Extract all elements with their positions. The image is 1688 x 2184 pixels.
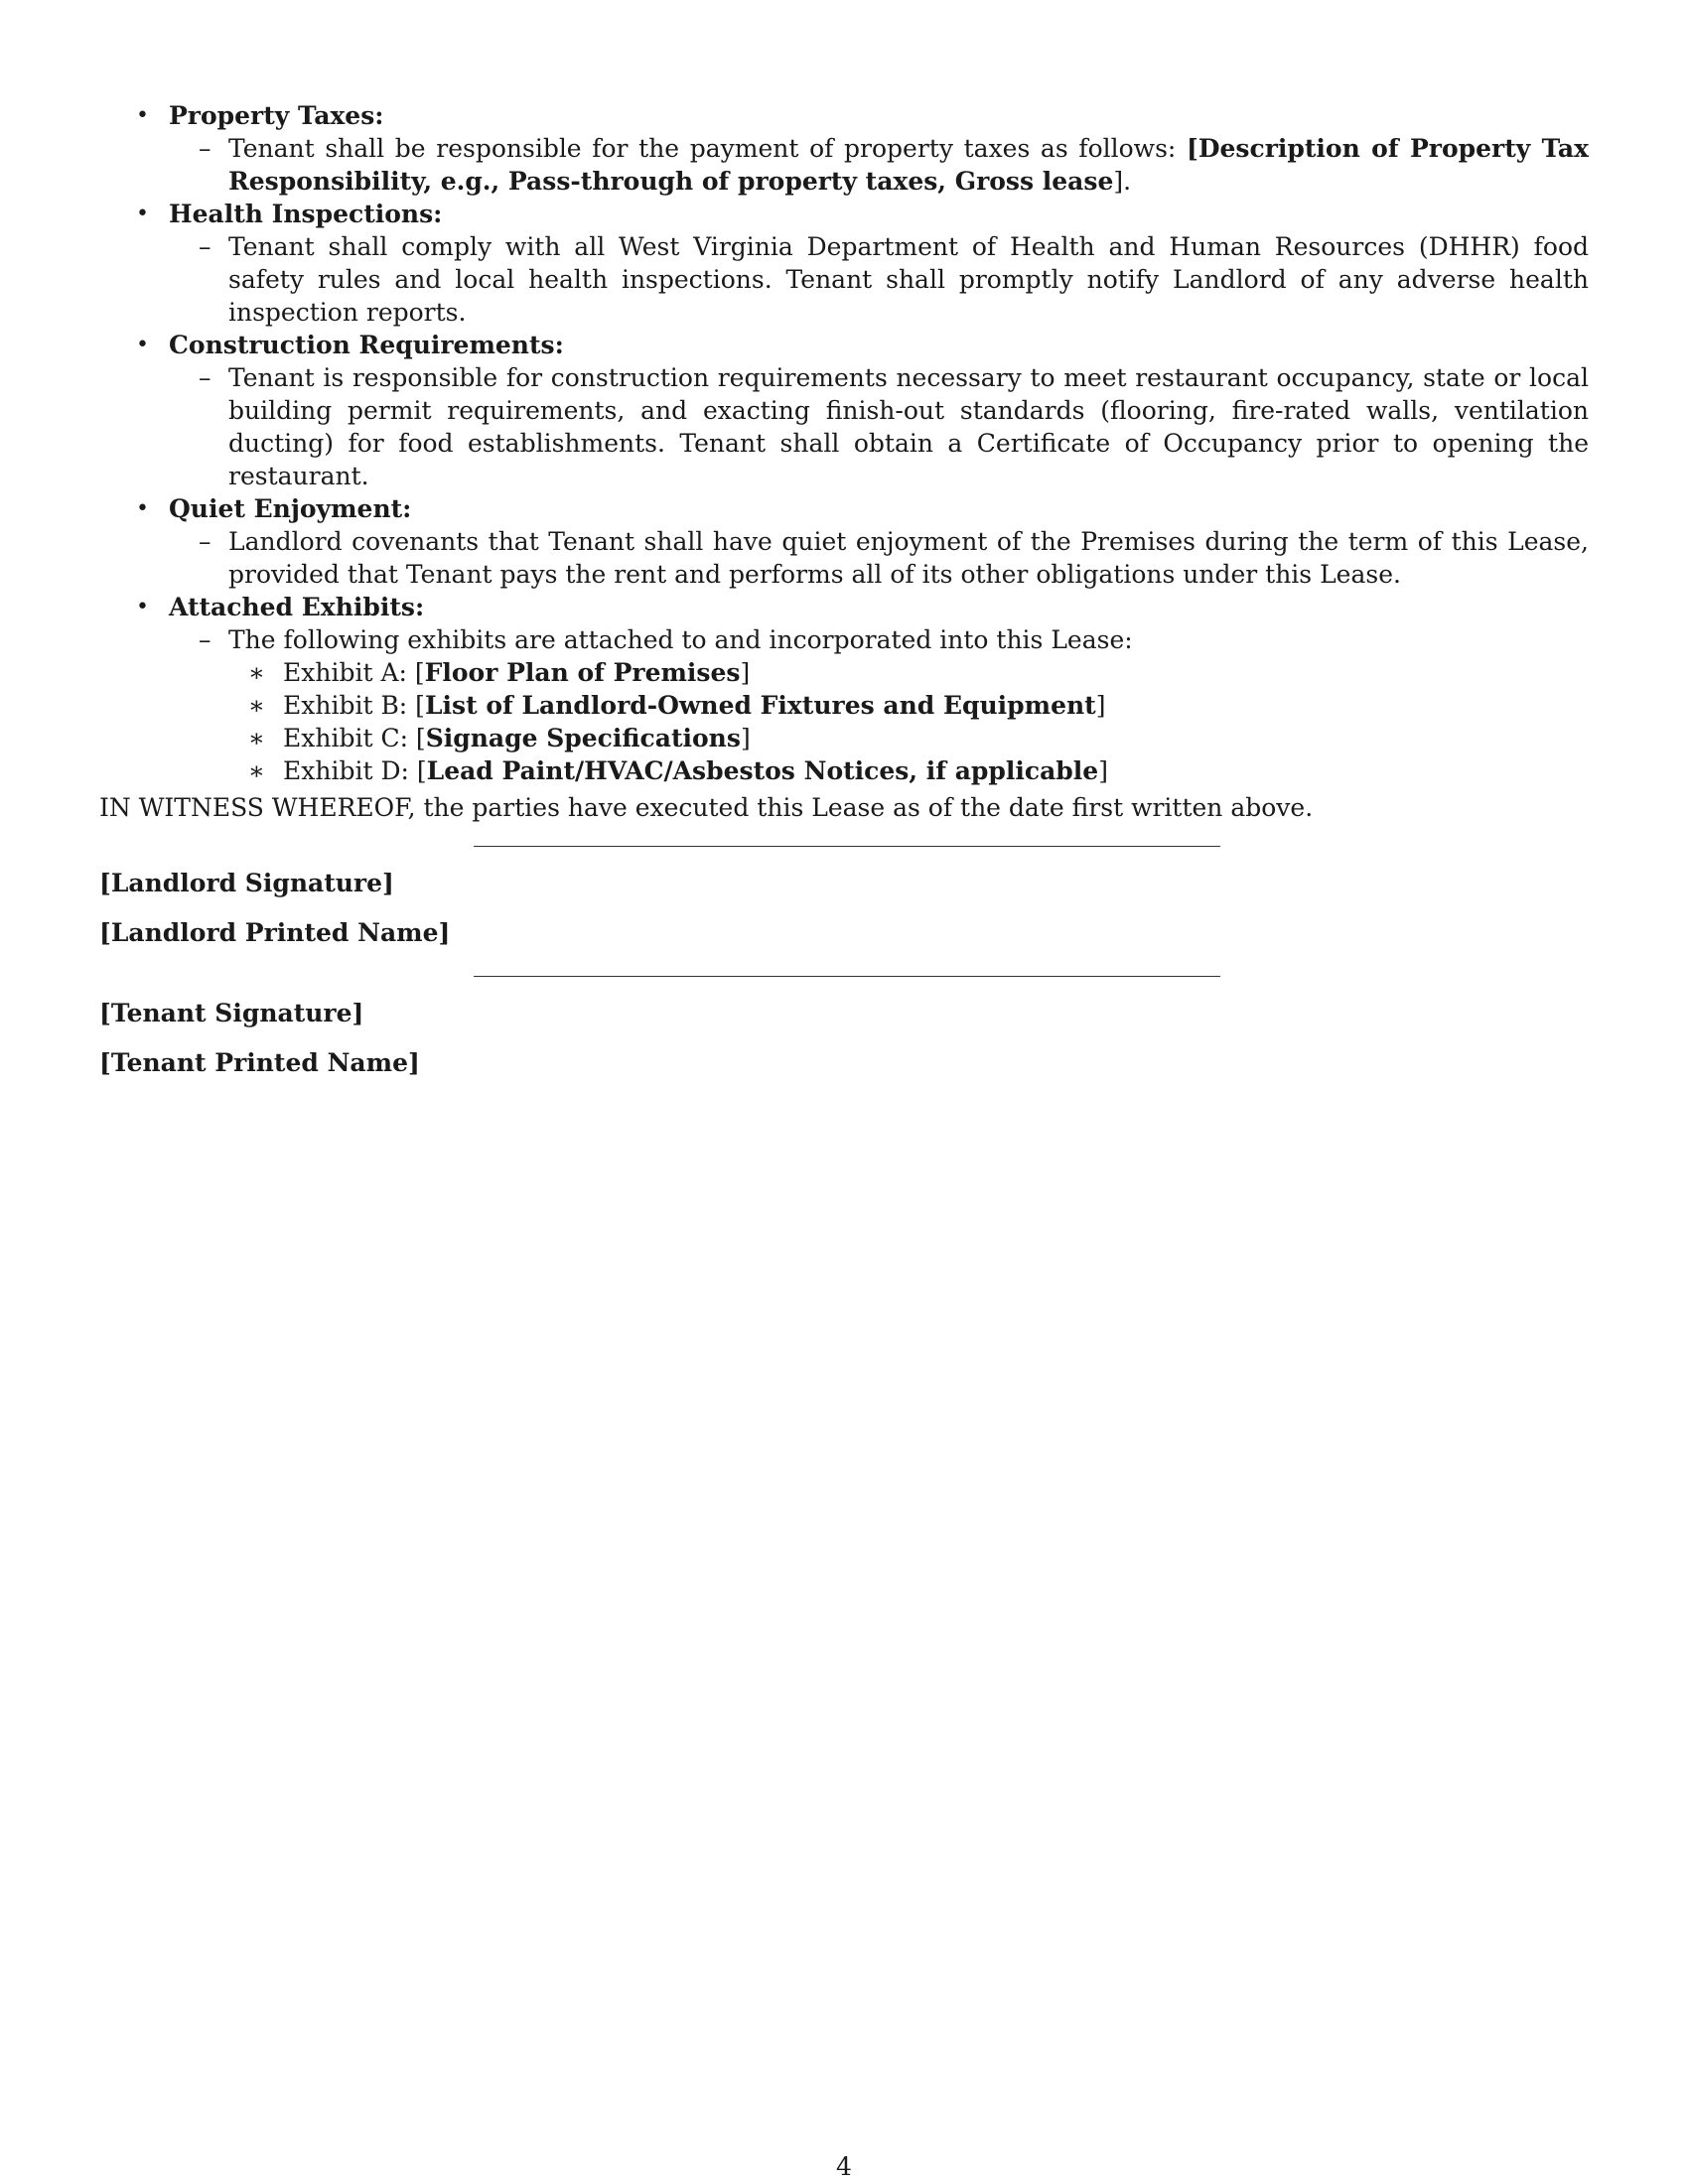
exhibit-item (228, 689, 1589, 722)
exhibit-item (228, 722, 1589, 754)
exhibit-suffix: ] (740, 658, 751, 687)
landlord-signature-label: [Landlord Signature] (99, 869, 394, 897)
exhibit-prefix: Exhibit D: [ (283, 756, 427, 785)
bullet-glyph: • (136, 333, 149, 357)
document-body (99, 99, 1589, 1079)
item-text: Tenant shall comply with all West Virginia Department of Health and Human Resources (DHHR) food safety rules and local health inspections. Tenant shall promptly notify Landlord of any adverse health inspection reports. (228, 232, 1589, 327)
section-list (99, 99, 1589, 787)
section-item (169, 230, 1589, 329)
bullet-glyph: • (136, 595, 149, 619)
section-heading: Health Inspections: (169, 200, 443, 228)
star-glyph: ∗ (248, 756, 265, 785)
section-heading: Quiet Enjoyment: (169, 494, 412, 523)
section-attached-exhibits (99, 591, 1589, 787)
exhibit-suffix: ] (1095, 691, 1106, 720)
exhibit-title: Floor Plan of Premises (424, 658, 741, 687)
item-text: Tenant shall be responsible for the payment of property taxes as follows: (228, 134, 1187, 163)
exhibit-suffix: ] (740, 724, 751, 752)
tenant-signature-block (99, 976, 1589, 1079)
exhibit-item (228, 656, 1589, 689)
dash-glyph: – (199, 232, 211, 261)
section-item (169, 361, 1589, 492)
exhibit-title: Signage Specifications (425, 724, 741, 752)
item-text: Tenant is responsible for construction requirements necessary to meet restaurant occupancy, state or local building permit requirements, and exacting finish-out standards (flooring, fire-rated walls, ventilation ducting) for food establishments. Tenant shall obtain a Certificate of Occupancy prior to opening the restaurant. (228, 363, 1589, 490)
star-glyph: ∗ (248, 691, 265, 720)
bracket-close: ]. (1113, 167, 1132, 196)
exhibit-prefix: Exhibit A: [ (283, 658, 425, 687)
exhibit-prefix: Exhibit B: [ (283, 691, 425, 720)
exhibit-prefix: Exhibit C: [ (283, 724, 426, 752)
tenant-signature-label: [Tenant Signature] (99, 999, 364, 1027)
dash-glyph: – (199, 625, 211, 654)
dash-glyph: – (199, 363, 211, 392)
bullet-glyph: • (136, 103, 149, 128)
section-property-taxes (99, 99, 1589, 198)
item-text: The following exhibits are attached to and incorporated into this Lease: (228, 625, 1133, 654)
dash-glyph: – (199, 527, 211, 556)
witness-clause: IN WITNESS WHEREOF, the parties have executed this Lease as of the date first written above. (99, 793, 1314, 822)
tenant-printed-name-label: [Tenant Printed Name] (99, 1048, 420, 1077)
section-construction-requirements (99, 329, 1589, 492)
exhibit-item (228, 754, 1589, 787)
section-item (169, 132, 1589, 198)
section-heading: Construction Requirements: (169, 331, 564, 359)
landlord-signature-block (99, 846, 1589, 949)
landlord-printed-name-label: [Landlord Printed Name] (99, 918, 451, 947)
exhibit-suffix: ] (1098, 756, 1108, 785)
star-glyph: ∗ (248, 658, 265, 687)
section-heading: Property Taxes: (169, 101, 384, 130)
page-number: 4 (836, 2152, 852, 2181)
section-item (169, 623, 1589, 787)
section-item (169, 525, 1589, 591)
star-glyph: ∗ (248, 724, 265, 752)
dash-glyph: – (199, 134, 211, 163)
section-health-inspections (99, 198, 1589, 329)
bullet-glyph: • (136, 202, 149, 226)
bullet-glyph: • (136, 496, 149, 521)
item-text: Landlord covenants that Tenant shall have quiet enjoyment of the Premises during the term of this Lease, provided that Tenant pays the rent and performs all of its other obligations under this Lease. (228, 527, 1589, 589)
exhibit-title: Lead Paint/HVAC/Asbestos Notices, if applicable (426, 756, 1099, 785)
placeholder-text: Description of Property Tax Responsibility, e.g., Pass-through of property taxes, Gross lease (228, 134, 1589, 196)
section-quiet-enjoyment (99, 492, 1589, 591)
bracket-open: [ (1186, 134, 1198, 163)
section-heading: Attached Exhibits: (169, 593, 425, 621)
exhibit-title: List of Landlord-Owned Fixtures and Equipment (424, 691, 1096, 720)
exhibit-list (228, 656, 1589, 787)
